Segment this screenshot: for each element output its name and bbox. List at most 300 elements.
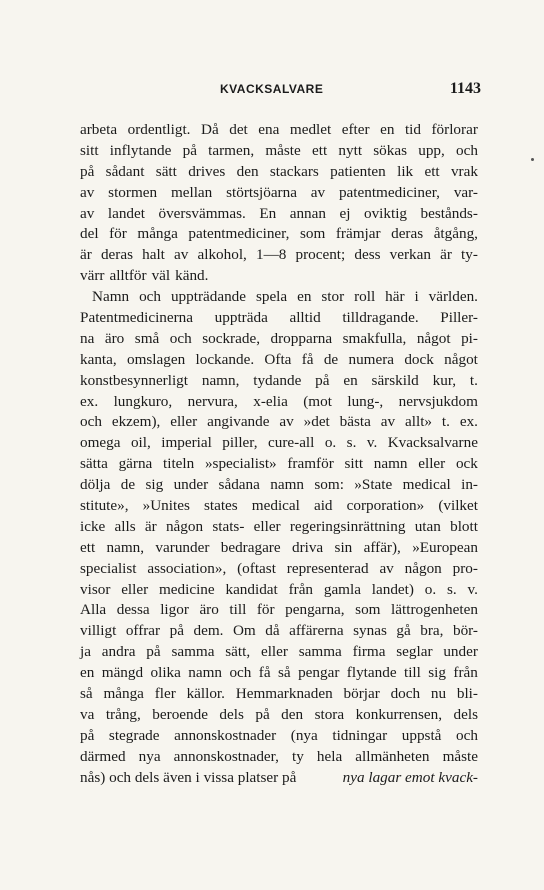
word: 1—8 [255,246,287,264]
word: många [103,685,144,703]
word: Alla [80,601,107,619]
text-line [80,517,478,538]
word: känd. [175,267,209,285]
word: Kvacksalvarne [387,434,478,452]
word: pi- [461,329,478,347]
word: sin [334,538,353,556]
word: (oftast [237,559,276,577]
word: deras [100,246,133,264]
word: kandidat [225,580,278,598]
word: aid [313,497,333,515]
word: andra [101,643,136,661]
word: efter [341,121,370,138]
word: sig [145,476,164,494]
word: stora [314,705,345,723]
word: patentmediciner, [188,225,290,243]
word: medical [402,476,451,494]
text-line [80,747,478,768]
word: icke [80,517,106,535]
word: visor [80,580,111,598]
word: ena [258,121,280,138]
final-line-prefix: nås) och dels även i vissa platser på [80,768,297,786]
word: så [80,685,93,703]
word: en [297,288,312,306]
text-line [80,224,478,245]
text-line [80,559,478,580]
word: och [139,288,161,306]
word: och [456,726,478,744]
word: angivande [207,413,270,431]
word: utan [414,517,441,535]
running-title: KVACKSALVARE [220,82,324,96]
word: var- [453,183,478,201]
word: som [299,225,326,243]
word: (vilket [438,497,478,515]
word: till [403,664,421,682]
word: är [144,517,157,535]
word: in- [461,476,478,494]
text-line [80,371,478,392]
word: sitt [80,141,99,159]
word: för [109,225,127,243]
word: den [281,705,304,723]
word: konkurrensen, [355,705,443,723]
word: del [80,225,99,243]
word: oviktig [363,204,408,222]
word: tarmen, [208,141,255,159]
word: smakfulla, [342,329,407,347]
word: av [174,246,189,264]
word: uppträdande [170,288,246,306]
text-line [80,287,478,308]
word: stormen [108,183,158,201]
word: nervsjukdom [398,392,478,410]
word: mängd [101,664,144,682]
word: nu [430,685,447,703]
text-line [80,642,478,663]
word: ett [312,141,328,159]
word: de [323,350,339,368]
word: varunder [155,538,210,556]
word: bör- [452,622,478,640]
word: allt» [405,413,433,431]
word: Patentmedicinerna [80,309,194,327]
word: tydande [253,371,302,389]
word: och [456,141,478,159]
word: mellan [170,183,213,201]
text-line [80,496,478,517]
word: omega [80,434,121,452]
word: sådant [105,162,145,180]
word: måste [442,747,478,765]
word: konstbesynnerligt [80,371,188,389]
word: på [80,162,95,180]
word: sätt, [225,643,251,661]
word: nervura, [187,392,238,410]
word: o. [424,580,437,598]
word: översvämmas. [158,204,246,222]
text-line [80,663,478,684]
text-line [80,392,478,413]
text-line [80,245,478,266]
word: börjar [343,685,380,703]
word: states [203,497,238,515]
word: från [288,580,314,598]
word: patienten [330,162,386,180]
word: små [134,329,160,347]
word: landet) [371,580,414,598]
text-line [80,538,478,559]
text-line [80,120,478,141]
word: och [80,413,102,431]
word: Namn [92,288,130,306]
text-line [80,308,478,329]
word: dels [219,705,244,723]
word: trång, [105,705,141,723]
word: som: [314,476,344,494]
word: någon [165,517,204,535]
text-line [80,433,478,454]
word: och [169,329,192,347]
word: pengar [298,664,340,682]
word: dessa [116,601,150,619]
word: halt [142,246,165,264]
text-line [80,454,478,475]
word: namn, [201,371,240,389]
word: doch [390,685,421,703]
text-line [80,266,478,287]
word: procent; [295,246,346,264]
word: titeln [163,455,195,473]
word: från [453,664,478,682]
word: den [236,162,259,180]
word: här [385,288,405,306]
word: en [343,371,358,389]
word: dropparna [270,329,333,347]
word: på [169,622,184,640]
word: »specialist» [204,455,277,473]
word: nytt [338,141,363,159]
word: under [173,476,209,494]
word: tidningar [332,726,388,744]
word: och [229,664,252,682]
word: blott [450,517,478,535]
word: Hemmarknaden [235,685,333,703]
word: få [258,664,271,682]
word: störtsjöarna [226,183,297,201]
text-line [80,329,478,350]
word: oil, [130,434,151,452]
word: medlet [289,121,332,138]
word: spela [255,288,288,306]
text-line [80,141,478,162]
word: av [279,413,294,431]
word: främjar [335,225,381,243]
page-number: 1143 [449,80,481,97]
word: eller [418,455,446,473]
text-line [80,412,478,433]
text-line-final [80,768,478,789]
word: ock [455,455,478,473]
word: annan [289,204,326,222]
word: medicine [158,580,215,598]
word: tid [404,121,421,138]
word: sökas [373,141,408,159]
word: v. [366,434,378,452]
word: patentmediciner, [338,183,440,201]
word: flytande [346,664,397,682]
word: numera [348,350,395,368]
word: dölja [80,476,111,494]
word: ekzem), [111,413,161,431]
word: av [310,183,326,201]
word: är [440,246,452,264]
word: stor [321,288,345,306]
word: specialist [80,559,137,577]
text-line [80,204,478,225]
word: på [146,643,161,661]
word: uppträda [214,309,268,327]
word: imperial [161,434,212,452]
word: (mot [303,392,332,410]
word: gamla [323,580,361,598]
word: deras [391,225,424,243]
word: pro- [452,559,478,577]
word: tilldragande. [342,309,419,327]
word: stackars [269,162,319,180]
word: En [259,204,277,222]
word: på [315,371,330,389]
text-line [80,621,478,642]
word: av [80,204,95,222]
word: beroende [152,705,208,723]
word: hela [316,747,343,765]
word: äro [104,329,125,347]
text-line [80,726,478,747]
word: t. [469,371,478,389]
word: sitt [344,455,364,473]
word: eller [260,643,288,661]
word: en [80,664,95,682]
word: framför [287,455,334,473]
word: annonskostnader [174,726,277,744]
word: annonskostnader, [173,747,279,765]
word: s. [346,434,357,452]
word: na [80,329,95,347]
word: cure-all [268,434,315,452]
word: alltför [109,267,147,285]
word: för [256,601,275,619]
word: dels [453,705,478,723]
word: representerad [286,559,369,577]
word: en [380,121,395,138]
word: världen. [428,288,478,306]
word: o. [324,434,337,452]
word: ty [291,747,304,765]
word: värr [80,267,105,285]
word: »European [412,538,478,556]
word: sätta [80,455,108,473]
word: förlorar [431,121,478,138]
word: synas [353,622,387,640]
word: drives [188,162,226,180]
word: lung-, [347,392,384,410]
word: samma [171,643,215,661]
word: (nya [290,726,318,744]
word: bästa [339,413,371,431]
word: därmed [80,747,126,765]
word: av [379,559,394,577]
word: medical [251,497,300,515]
word: arbeta [80,121,118,138]
word: gärna [118,455,153,473]
word: till [229,601,247,619]
text-line [80,705,478,726]
word: eller [170,413,198,431]
word: offrar [125,622,161,640]
word: på [182,141,197,159]
page-header [84,80,484,102]
word: bra, [420,622,444,640]
word: Ofta [264,350,292,368]
word: dock [404,350,434,368]
word: ex. [80,392,99,410]
word: av [80,183,95,201]
word: firma [352,643,386,661]
word: lungkuro, [113,392,173,410]
word: namn [270,476,304,494]
word: affär), [363,538,401,556]
word: corporation» [346,497,425,515]
text-line [80,475,478,496]
word: väl [151,267,171,285]
word: samma [298,643,342,661]
word: de [120,476,136,494]
word: »Unites [142,497,190,515]
text-line [80,162,478,183]
word: va [80,705,95,723]
word: omslagen [126,350,186,368]
word: seglar [396,643,433,661]
word: x-elia [253,392,288,410]
word: Om [232,622,256,640]
word: ty- [461,246,478,264]
word: inflytande [109,141,172,159]
word: kanta, [80,350,117,368]
word: pengarna, [285,601,345,619]
word: nya [138,747,161,765]
word: affärerna [289,622,344,640]
text-line [80,350,478,371]
word: sig [428,664,446,682]
word: stitute», [80,497,129,515]
word: verkan [389,246,431,264]
text-line [80,684,478,705]
word: lockande. [195,350,255,368]
word: allmänheten [355,747,430,765]
word: namn [373,455,408,473]
text-line [80,600,478,621]
word: gå [396,622,411,640]
body-text [80,120,478,789]
word: källor. [186,685,225,703]
word: piller, [222,434,258,452]
text-line [80,580,478,601]
word: upp, [418,141,445,159]
paper-speck [531,158,534,161]
word: kur, [432,371,457,389]
word: roll [354,288,376,306]
word: t. [441,413,450,431]
word: så [278,664,291,682]
word: dess [354,246,381,264]
word: något [444,350,478,368]
word: det [229,121,248,138]
word: eller [253,517,281,535]
word: namn, [106,538,145,556]
word: många [137,225,178,243]
text-line [80,183,478,204]
word: bli- [456,685,478,703]
word: sätt [155,162,177,180]
word: ett [80,538,96,556]
word: villigt [80,622,117,640]
word: något [416,329,451,347]
word: på [255,705,270,723]
word: fler [154,685,176,703]
word: landet [107,204,145,222]
word: ej [339,204,351,222]
word: bedragare [220,538,281,556]
word: är [80,246,92,264]
word: särskild [371,371,419,389]
word: då [265,622,280,640]
word: ja [80,643,91,661]
word: driva [291,538,324,556]
word: »State [354,476,393,494]
word: alltid [289,309,321,327]
word: regeringsinrättning [289,517,406,535]
word: alls [114,517,136,535]
word: »det [303,413,330,431]
word: Piller- [440,309,478,327]
word: måste [265,141,301,159]
word: ex. [459,413,478,431]
word: få [301,350,314,368]
word: uppstå [401,726,442,744]
word: ordentligt. [127,121,191,138]
word: vrak [450,162,478,180]
word: bestånds- [420,204,478,222]
word: Då [200,121,219,138]
word: lik [397,162,414,180]
word: på [80,726,95,744]
word: åtgång, [433,225,478,243]
word: association», [147,559,227,577]
word: eller [121,580,149,598]
word: sockrade, [202,329,260,347]
word: ligor [160,601,189,619]
word: i [414,288,419,306]
word: av [380,413,396,431]
final-line-italic: nya lagar emot kvack- [342,768,478,786]
word: äro [199,601,219,619]
word: stegrade [108,726,160,744]
word: som [355,601,381,619]
word: någon [404,559,442,577]
word: sådana [218,476,260,494]
word: under [443,643,478,661]
